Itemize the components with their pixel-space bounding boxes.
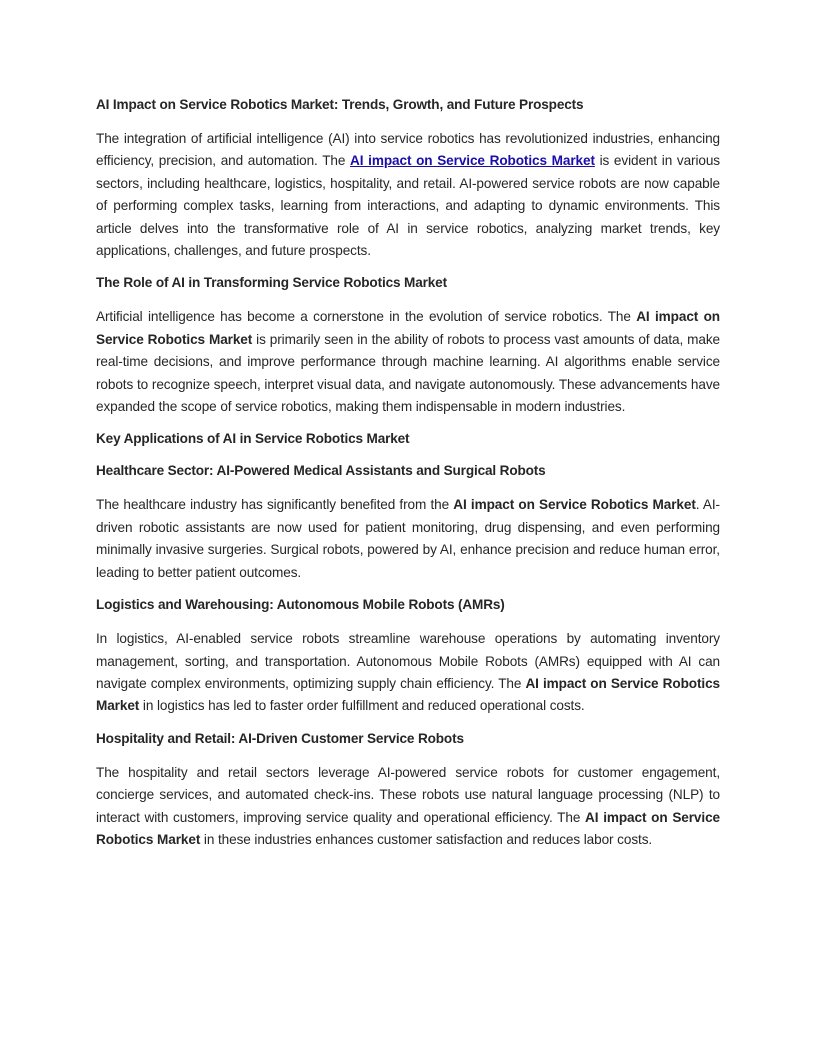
role-bold-phrase: AI impact on Service Robotics Market (96, 309, 720, 347)
logistics-paragraph (96, 628, 720, 718)
hospitality-paragraph (96, 762, 720, 852)
section-heading-applications: Key Applications of AI in Service Robotics Market (96, 431, 410, 447)
hospitality-text-start: The hospitality and retail sectors leverage AI-powered service robots for customer engagement, concierge services, and automated check-ins. These robots use natural language processing (NLP) to interact with customers, improving service quality and operational efficiency. The (96, 764, 720, 825)
section-heading-role: The Role of AI in Transforming Service Robotics Market (96, 275, 447, 291)
role-text-start: Artificial intelligence has become a cornerstone in the evolution of service robotics. The (96, 309, 637, 325)
subsection-heading-hospitality: Hospitality and Retail: AI-Driven Customer Service Robots (96, 730, 464, 746)
healthcare-bold-phrase: AI impact on Service Robotics Market (453, 497, 696, 513)
logistics-text-end: in logistics has led to faster order fulfillment and reduced operational costs. (139, 698, 585, 714)
intro-paragraph (96, 128, 720, 262)
document-page (96, 96, 720, 863)
healthcare-paragraph (96, 494, 720, 584)
logistics-text-start: In logistics, AI-enabled service robots streamline warehouse operations by automating inventory management, sorting, and transportation. Autonomous Mobile Robots (AMRs) equipped with AI can navigate complex environments, optimizing supply chain efficiency. The (96, 631, 720, 691)
healthcare-text-start: The healthcare industry has significantly benefited from the (96, 497, 454, 513)
intro-text-end: is evident in various sectors, including healthcare, logistics, hospitality, and retail. AI-powered service robots are now capable of performing complex tasks, learning from interactions, and adapting to dynamic environments. This article delves into the transformative role of AI in service robotics, analyzing market trends, key applications, challenges, and future prospects. (96, 153, 721, 259)
subsection-heading-healthcare: Healthcare Sector: AI-Powered Medical Assistants and Surgical Robots (96, 463, 546, 479)
hospitality-text-end: in these industries enhances customer satisfaction and reduces labor costs. (200, 831, 653, 847)
document-title: AI Impact on Service Robotics Market: Trends, Growth, and Future Prospects (96, 97, 584, 112)
healthcare-text-end: . AI-driven robotic assistants are now used for patient monitoring, drug dispensing, and even performing minimally invasive surgeries. Surgical robots, powered by AI, enhance precision and reduce human error, leading to better patient outcomes. (96, 497, 720, 580)
logistics-bold-phrase: AI impact on Service Robotics Market (96, 675, 720, 714)
market-report-link[interactable]: AI impact on Service Robotics Market (350, 153, 595, 169)
hospitality-bold-phrase: AI impact on Service Robotics Market (96, 809, 720, 847)
role-text-end: is primarily seen in the ability of robots to process vast amounts of data, make real-time decisions, and improve performance through machine learning. AI algorithms enable service robots to recognize speech, interpret visual data, and navigate autonomously. These advancements have expanded the scope of service robotics, making them indispensable in modern industries. (96, 331, 720, 415)
role-paragraph (96, 306, 720, 418)
subsection-heading-logistics: Logistics and Warehousing: Autonomous Mobile Robots (AMRs) (96, 597, 505, 613)
intro-text-start: The integration of artificial intelligence (AI) into service robotics has revolutionized industries, enhancing efficiency, precision, and automation. The (96, 131, 720, 169)
